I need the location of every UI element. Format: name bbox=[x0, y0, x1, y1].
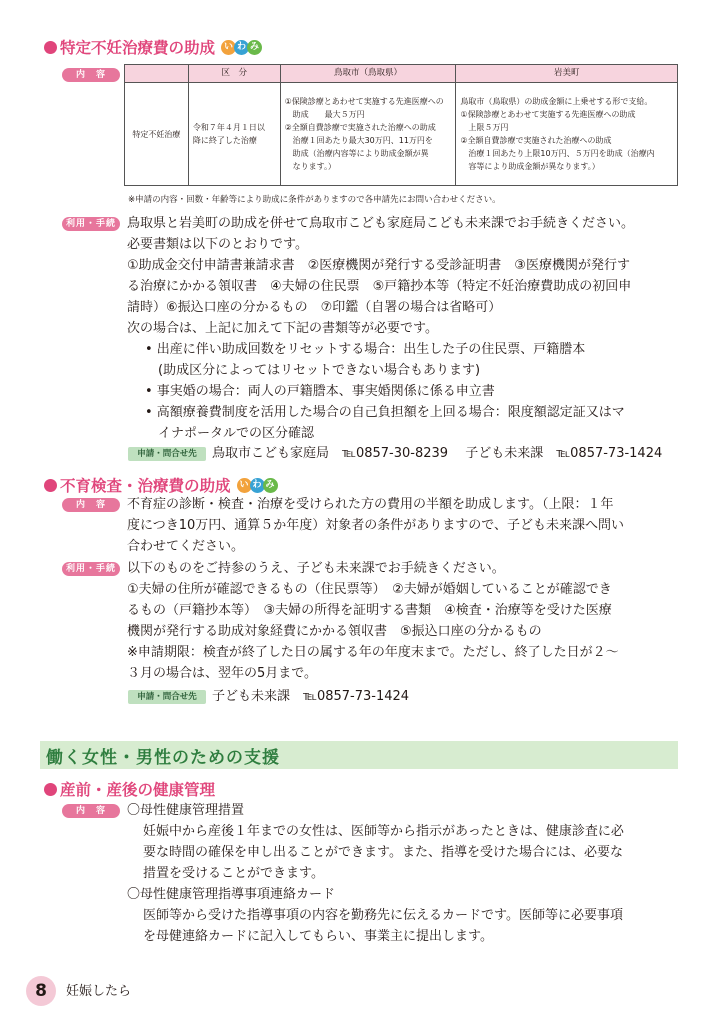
label-content: 内 容 bbox=[62, 804, 120, 818]
iwami-badge-char: み bbox=[263, 478, 278, 493]
list-item: • 高額療養費制度を活用した場合の自己負担額を上回る場合：限度額認定証又はマ bbox=[145, 405, 625, 420]
iwami-badge-char: い bbox=[237, 478, 252, 493]
usage-line: る治療にかかる領収書 ④夫婦の住民票 ⑤戸籍抄本等（特定不妊治療費助成の初回申 bbox=[127, 279, 632, 294]
cell-line: 助成（治療内容等により助成金額が異 bbox=[284, 149, 429, 158]
cell-line: なります。） bbox=[284, 162, 336, 171]
item-line: 妊娠中から産後１年までの女性は、医師等から指示があったときは、健康診査に必 bbox=[143, 824, 624, 839]
item-line: 医師等から受けた指導事項の内容を勤務先に伝えるカードです。医師等に必要事項 bbox=[143, 908, 623, 923]
usage-line: 以下のものをご持参のうえ、子ども未来課でお手続きください。 bbox=[127, 561, 505, 576]
table-header: 岩美町 bbox=[456, 65, 678, 83]
usage-line: ３月の場合は、翌年の5月まで。 bbox=[127, 666, 318, 681]
label-contact: 申請・問合せ先 bbox=[128, 690, 206, 704]
label-content: 内 容 bbox=[62, 68, 120, 82]
page-label: 妊娠したら bbox=[66, 984, 132, 999]
cell-line: 上限５万円 bbox=[460, 123, 509, 132]
label-usage: 利用・手続 bbox=[62, 562, 120, 576]
iwami-badge-char: い bbox=[221, 40, 236, 55]
cell-line: 令和７年４月１日以 bbox=[192, 123, 265, 132]
cell-line: ②全額自費診療で実施された治療への助成 bbox=[460, 136, 612, 145]
table-row bbox=[125, 83, 678, 186]
section-title-infertility-tests bbox=[44, 474, 276, 496]
cell-line: 鳥取市（鳥取県）の助成金額に上乗せする形で支給。 bbox=[460, 97, 653, 106]
bullet-dot-icon bbox=[44, 783, 57, 796]
page-number: 8 bbox=[26, 976, 56, 1006]
iwami-badge bbox=[237, 478, 276, 493]
usage-line: 次の場合は、上記に加えて下記の書類等が必要です。 bbox=[127, 321, 438, 336]
table-header: 鳥取市（鳥取県） bbox=[280, 65, 456, 83]
item-heading: 〇母性健康管理指導事項連絡カード bbox=[127, 887, 336, 902]
iwami-badge-char: み bbox=[247, 40, 262, 55]
bullet-dot-icon bbox=[44, 41, 57, 54]
cell-line: ①保険診療とあわせて実施する先進医療への bbox=[284, 97, 444, 106]
cell-line: 治療１回あたり最大30万円、11万円を bbox=[284, 136, 433, 145]
section-title-text: 特定不妊治療費の助成 bbox=[60, 39, 216, 57]
cell-line: 助成 最大５万円 bbox=[284, 110, 365, 119]
row-label: 特定不妊治療 bbox=[125, 83, 189, 186]
cell-line: 容等により助成金額が異なります。） bbox=[460, 162, 600, 171]
item-line: 措置を受けることができます。 bbox=[143, 866, 324, 881]
subsidy-table bbox=[124, 64, 678, 186]
section-title-text: 不育検査・治療費の助成 bbox=[60, 477, 231, 495]
label-contact: 申請・問合せ先 bbox=[128, 447, 206, 461]
label-usage: 利用・手続 bbox=[62, 217, 120, 231]
usage-line: 鳥取県と岩美町の助成を併せて鳥取市こども家庭局こども未来課でお手続きください。 bbox=[127, 216, 635, 231]
cell-line: ②全額自費診療で実施された治療への助成 bbox=[284, 123, 436, 132]
contact-info: 鳥取市こども家庭局 ℡0857-30-8239 子ども未来課 ℡0857-73-1424 bbox=[212, 446, 663, 461]
table-header: 区 分 bbox=[188, 65, 280, 83]
table-header bbox=[125, 65, 189, 83]
section-title-health-management bbox=[44, 778, 215, 800]
cell-line: ①保険診療とあわせて実施する先進医療への助成 bbox=[460, 110, 636, 119]
section-title-text: 産前・産後の健康管理 bbox=[60, 781, 216, 799]
table-note: ※申請の内容・回数・年齢等により助成に条件がありますので各申請先にお問い合わせください。 bbox=[128, 195, 501, 205]
iwami-badge-char: わ bbox=[234, 40, 249, 55]
list-item: • 出産に伴い助成回数をリセットする場合：出生した子の住民票、戸籍謄本 bbox=[145, 342, 586, 357]
usage-line: 請時）⑥振込口座の分かるもの ⑦印鑑（自署の場合は省略可） bbox=[127, 300, 502, 315]
list-item: (助成区分によってはリセットできない場合もあります) bbox=[145, 363, 481, 378]
usage-line: 必要書類は以下のとおりです。 bbox=[127, 237, 308, 252]
iwami-cell bbox=[456, 83, 678, 186]
cell-line: 降に終了した治療 bbox=[192, 136, 257, 145]
usage-line: ①助成金交付申請書兼請求書 ②医療機関が発行する受診証明書 ③医療機関が発行す bbox=[127, 258, 630, 273]
usage-line: るもの（戸籍抄本等） ③夫婦の所得を証明する書類 ④検査・治療等を受けた医療 bbox=[127, 603, 612, 618]
category-cell bbox=[188, 83, 280, 186]
usage-line: ①夫婦の住所が確認できるもの（住民票等） ②夫婦が婚姻していることが確認でき bbox=[127, 582, 612, 597]
list-item: イナポータルでの区分確認 bbox=[145, 426, 315, 441]
contact-info: 子ども未来課 ℡0857-73-1424 bbox=[212, 689, 410, 704]
content-line: 度につき10万円、通算５か年度）対象者の条件がありますので、子ども未来課へ問い bbox=[127, 518, 625, 533]
cell-line: 治療１回あたり上限10万円、５万円を助成（治療内 bbox=[460, 149, 655, 158]
usage-line: 機関が発行する助成対象経費にかかる領収書 ⑤振込口座の分かるもの bbox=[127, 624, 542, 639]
item-heading: 〇母性健康管理措置 bbox=[127, 803, 245, 818]
usage-line: ※申請期限：検査が終了した日の属する年の年度末まで。ただし、終了した日が２～ bbox=[127, 645, 619, 660]
iwami-badge-char: わ bbox=[250, 478, 265, 493]
bullet-dot-icon bbox=[44, 479, 57, 492]
item-line: 要な時間の確保を申し出ることができます。また、指導を受けた場合には、必要な bbox=[143, 845, 623, 860]
section-title-fertility bbox=[44, 36, 260, 58]
iwami-badge bbox=[221, 40, 260, 55]
label-content: 内 容 bbox=[62, 498, 120, 512]
item-line: を母健連絡カードに記入してもらい、事業主に提出します。 bbox=[143, 929, 493, 944]
list-item: • 事実婚の場合：両人の戸籍謄本、事実婚関係に係る申立書 bbox=[145, 384, 495, 399]
content-line: 不育症の診断・検査・治療を受けられた方の費用の半額を助成します。（上限：１年 bbox=[127, 497, 614, 512]
table-header-row bbox=[125, 65, 678, 83]
band-title: 働く女性・男性のための支援 bbox=[46, 748, 280, 768]
content-line: 合わせてください。 bbox=[127, 539, 245, 554]
tottori-cell bbox=[280, 83, 456, 186]
